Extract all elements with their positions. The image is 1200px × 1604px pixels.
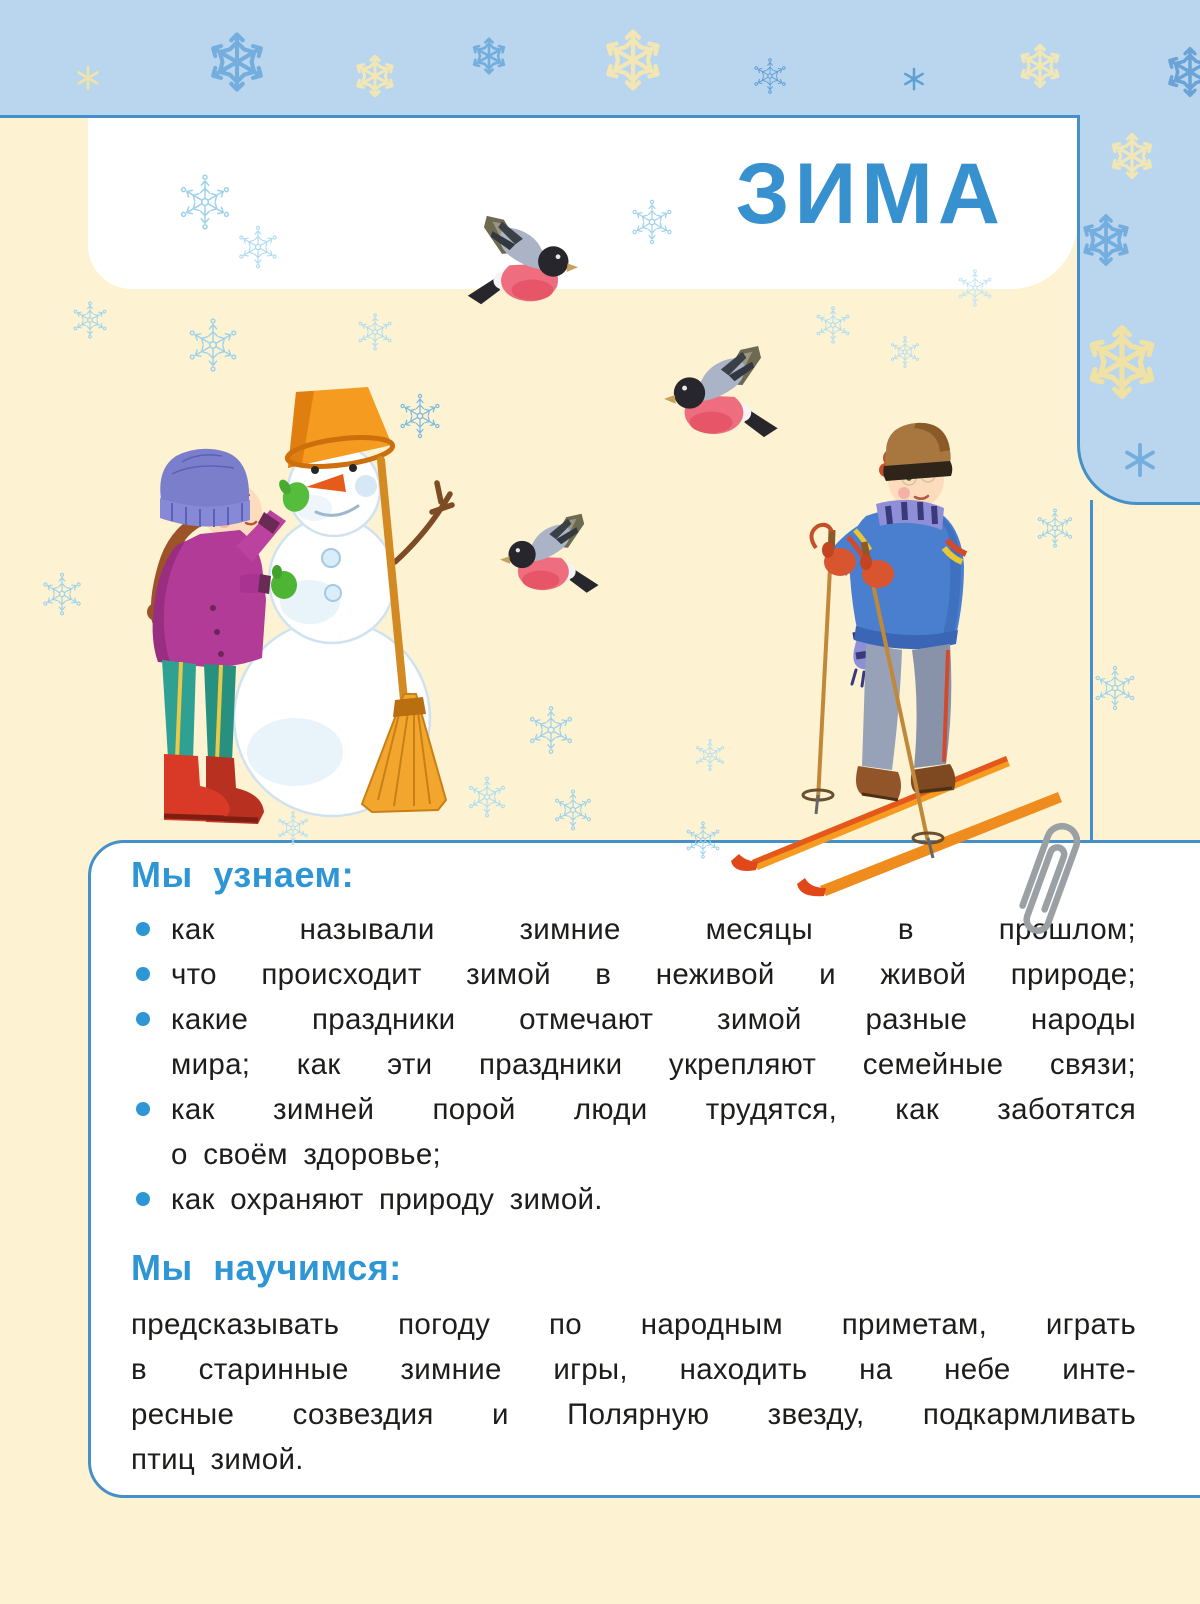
list-item bbox=[131, 907, 1136, 952]
list-item bbox=[131, 952, 1136, 997]
skills-heading: Мы научимся: bbox=[131, 1247, 402, 1288]
girl-building-snowman bbox=[147, 449, 313, 824]
bullet-icon bbox=[136, 922, 150, 936]
illustration-right-border bbox=[1090, 500, 1093, 842]
snowflake-icon bbox=[816, 307, 850, 343]
paragraph-line: птиц зимой. bbox=[131, 1443, 304, 1476]
content-box bbox=[88, 840, 1200, 1498]
learn-list bbox=[131, 907, 1136, 1222]
list-item-text: как зимней порой люди трудятся, как заботятся bbox=[171, 1093, 1136, 1126]
bullet-icon bbox=[136, 1012, 150, 1026]
snowflake-icon bbox=[358, 314, 392, 350]
snowman-with-bucket bbox=[234, 387, 452, 816]
snowflake-icon bbox=[468, 777, 506, 817]
snowflake-icon bbox=[1095, 666, 1136, 709]
learn-heading: Мы узнаем: bbox=[131, 854, 355, 895]
snowflake-icon bbox=[73, 302, 107, 338]
snowflake-icon bbox=[42, 573, 81, 614]
list-item bbox=[131, 1087, 1136, 1177]
snowflake-icon bbox=[529, 707, 573, 754]
bullet-icon bbox=[136, 1192, 150, 1206]
paragraph-line: ресные созвездия и Полярную звезду, подкармливать bbox=[131, 1398, 1136, 1431]
list-item bbox=[131, 1177, 1136, 1222]
bullet-icon bbox=[136, 967, 150, 981]
list-item-text: о своём здоровье; bbox=[171, 1138, 442, 1171]
snowflake-icon bbox=[695, 739, 724, 770]
header-snowflake-band bbox=[0, 0, 1200, 115]
page-title: ЗИМА bbox=[735, 146, 1005, 242]
right-snowflake-panel bbox=[1077, 115, 1200, 505]
list-item-text: как охраняют природу зимой. bbox=[171, 1183, 603, 1216]
boy-skier bbox=[731, 423, 1062, 896]
paragraph-line: предсказывать погоду по народным приметам, играть bbox=[131, 1308, 1136, 1341]
snowflake-icon bbox=[554, 790, 592, 830]
snowflake-icon bbox=[890, 336, 919, 367]
skills-paragraph bbox=[131, 1302, 1136, 1482]
broom-icon bbox=[362, 460, 446, 812]
snowflake-icon bbox=[1037, 509, 1073, 547]
list-item bbox=[131, 997, 1136, 1087]
bullet-icon bbox=[136, 1102, 150, 1116]
paragraph-line: в старинные зимние игры, находить на небе инте- bbox=[131, 1353, 1136, 1386]
list-item-text: мира; как эти праздники укрепляют семейные связи; bbox=[171, 1048, 1136, 1081]
snowflake-icon bbox=[188, 319, 237, 371]
list-item-text: что происходит зимой в неживой и живой природе; bbox=[171, 958, 1136, 991]
list-item-text: какие праздники отмечают зимой разные народы bbox=[171, 1003, 1136, 1036]
list-item-text: как называли зимние месяцы в прошлом; bbox=[171, 913, 1136, 946]
bullfinch-icon bbox=[664, 346, 778, 437]
bullfinch-icon bbox=[500, 514, 599, 593]
snowflake-icon bbox=[400, 394, 441, 437]
